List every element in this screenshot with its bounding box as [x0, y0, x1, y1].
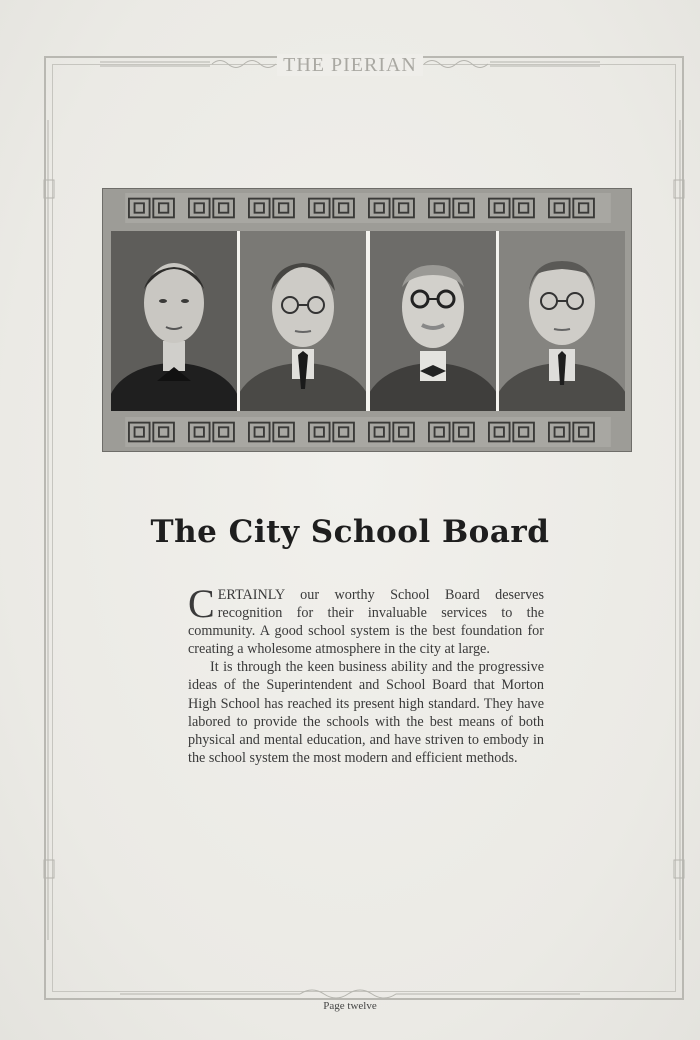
portrait-1	[111, 231, 237, 411]
greek-key-band-top	[109, 193, 627, 223]
page-number: Page twelve	[323, 1000, 377, 1012]
paragraph-1	[188, 581, 544, 658]
body-text	[188, 581, 544, 767]
drop-cap: C	[188, 581, 215, 626]
portrait-row	[111, 231, 625, 411]
running-header	[0, 52, 700, 78]
portrait-2	[240, 231, 366, 411]
running-header-text: THE PIERIAN	[277, 54, 423, 76]
portrait-3	[370, 231, 496, 411]
portrait-4	[499, 231, 625, 411]
paragraph-2: It is through the keen business ability and the progressive ideas of the Superintendent and School Board that Morton High School has reached its present high standard. They have labored to provide the schools with the best means of both physical and mental education, and have striven to embody in the school system the most modern and efficient methods.	[188, 659, 544, 766]
greek-key-band-bottom	[109, 417, 627, 447]
photo-panel	[102, 188, 632, 452]
section-heading: The City School Board	[150, 514, 550, 550]
paragraph-1-text: ERTAINLY our worthy School Board deserves recognition for their invaluable services to the community. A good school system is the best foundation for creating a wholesome atmosphere in the city at large.	[188, 587, 544, 658]
